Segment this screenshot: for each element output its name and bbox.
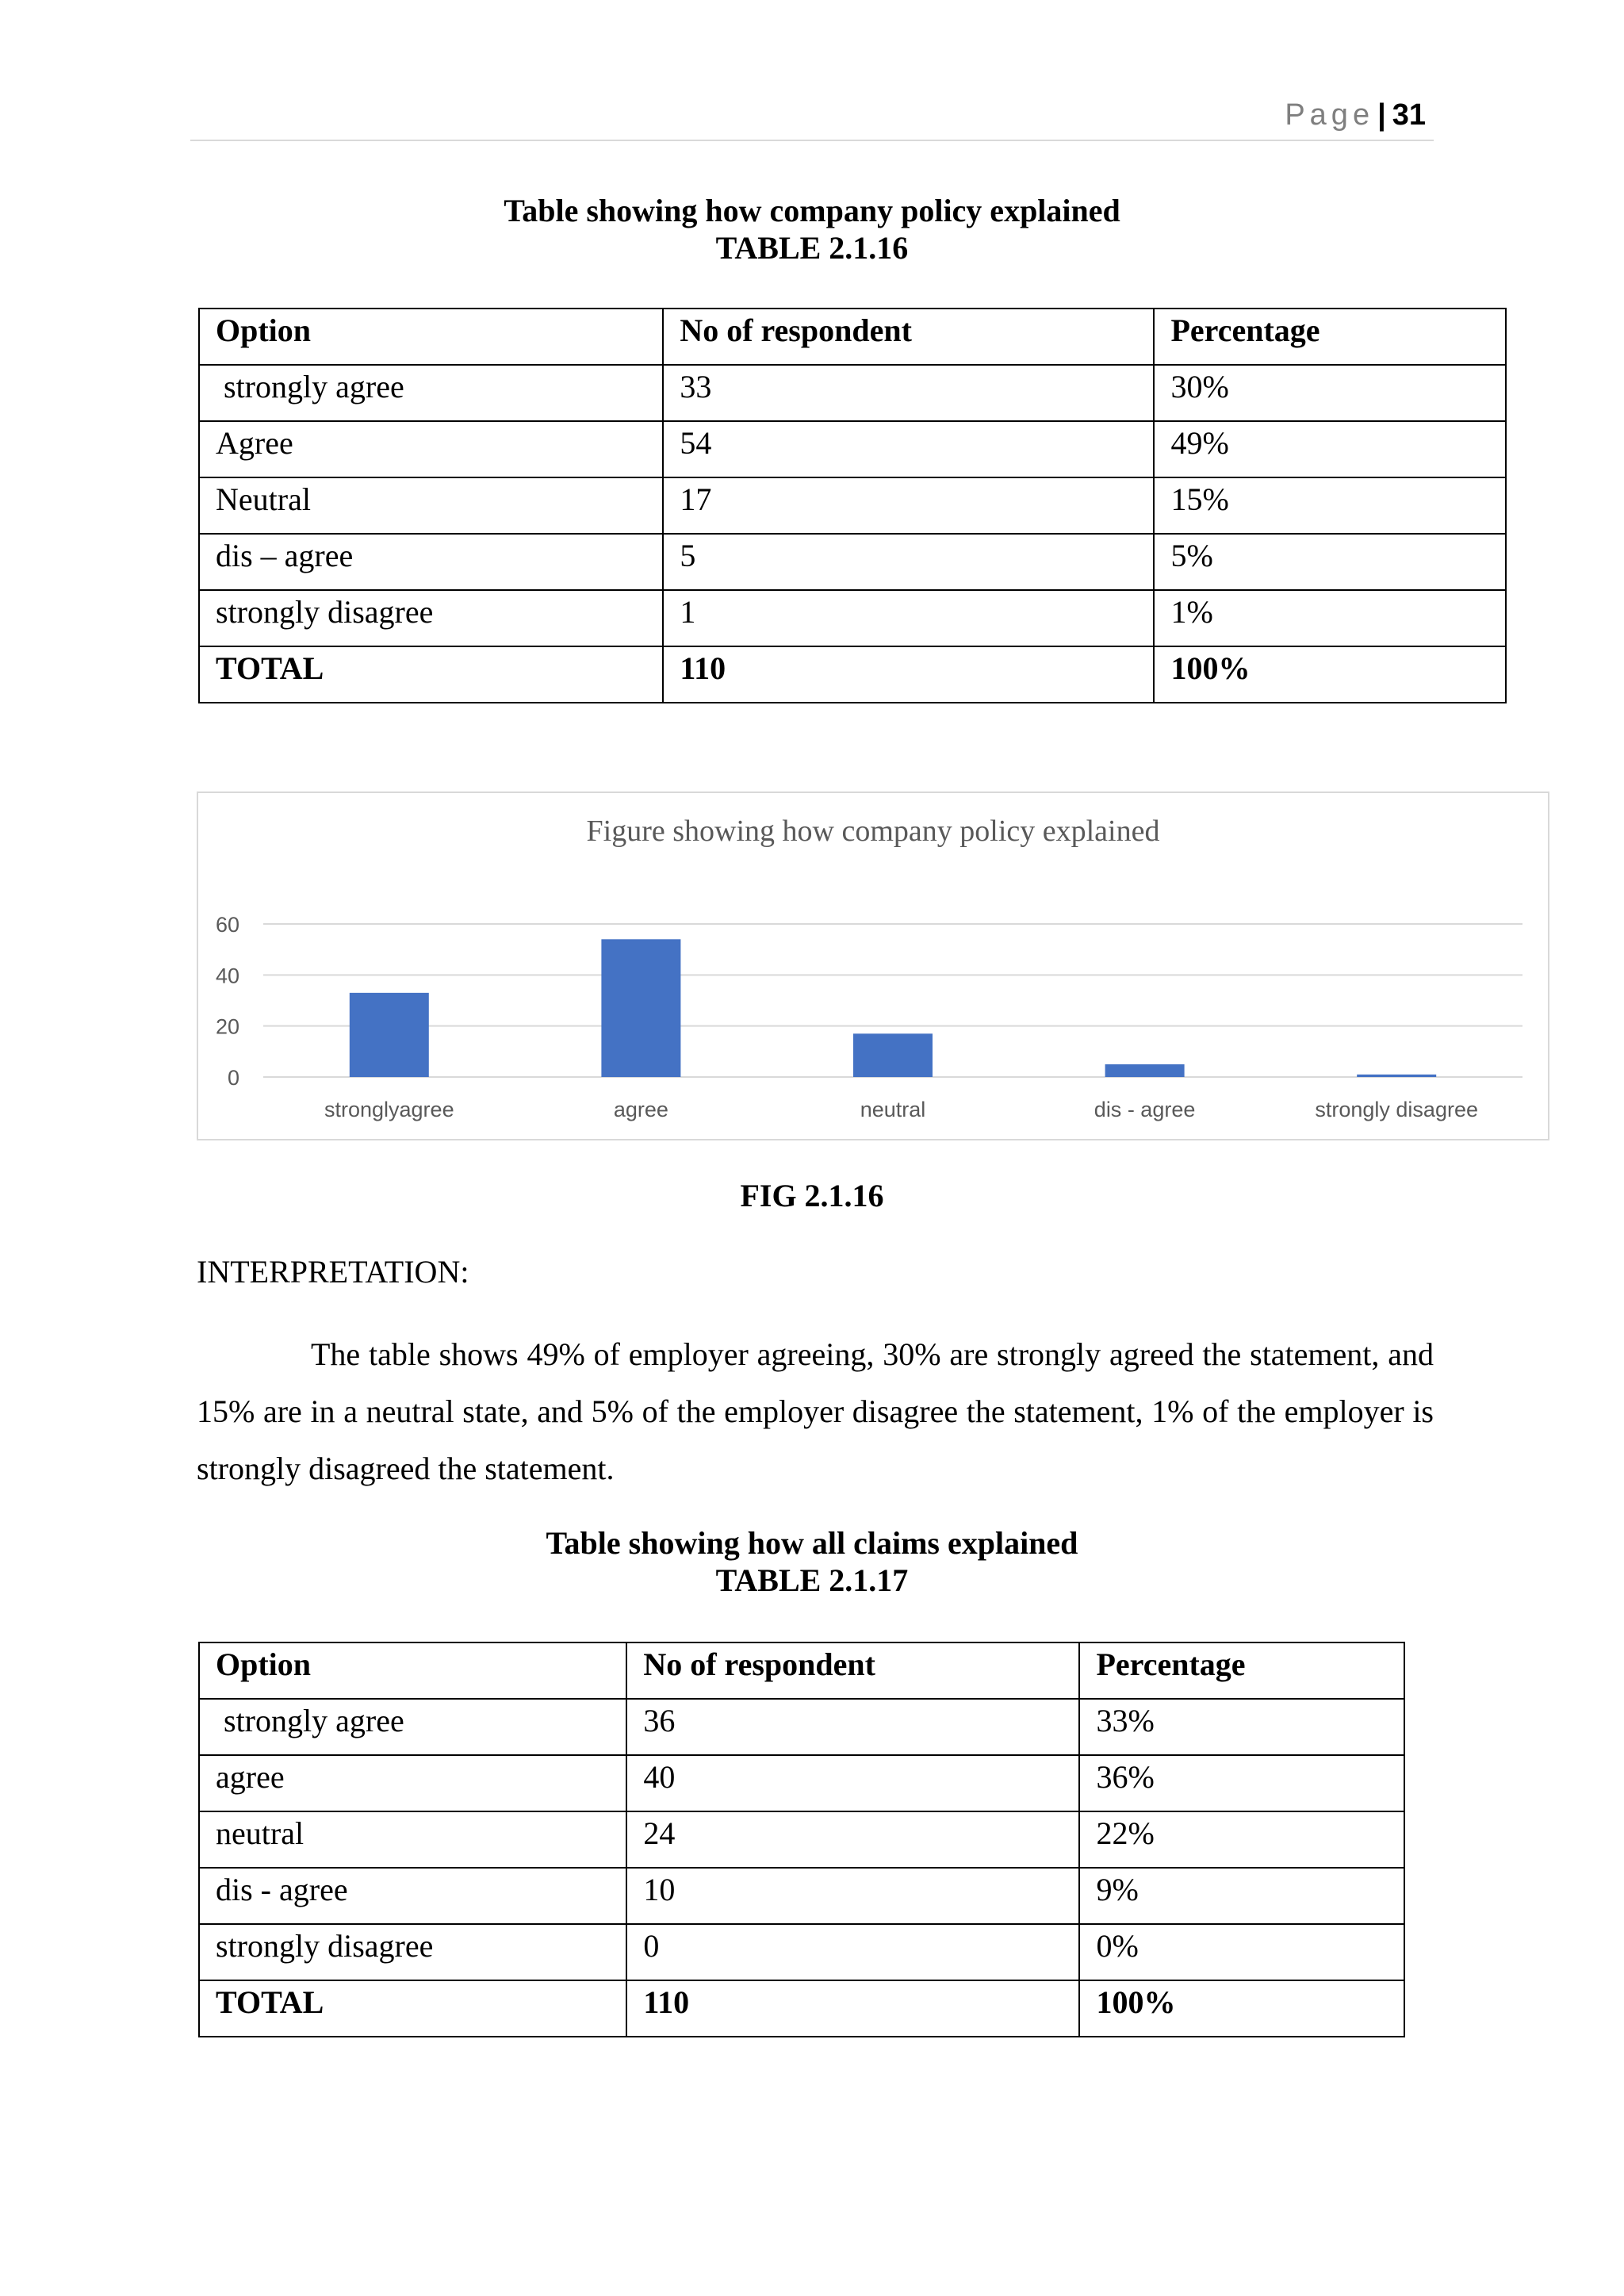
page-header (190, 94, 1434, 141)
table-cell: 0 (626, 1924, 1079, 1980)
table-cell: strongly agree (199, 365, 663, 421)
table-row (199, 534, 1506, 590)
table2-caption-number: TABLE 2.1.17 (715, 1562, 909, 1598)
header-cell: No of respondent (663, 309, 1154, 365)
table-cell: 54 (663, 421, 1154, 477)
header-cell: Percentage (1079, 1642, 1404, 1699)
table-cell: 17 (663, 477, 1154, 534)
table-cell: strongly disagree (199, 1924, 626, 1980)
page-separator: | (1377, 98, 1386, 132)
header-cell: Percentage (1154, 309, 1506, 365)
table-cell: neutral (199, 1811, 626, 1868)
table-row (199, 421, 1506, 477)
interpretation-body: The table shows 49% of employer agreeing, 30% are strongly agreed the statement, and 15% are in a neutral state, and 5% of the employer disagree the statement, 1% of the employer is strongly disagreed the statement. (197, 1336, 1434, 1486)
page-word: Page (1285, 98, 1375, 132)
y-tick-label: 0 (227, 1066, 239, 1090)
y-tick-label: 60 (215, 913, 239, 937)
table2-caption (190, 1524, 1434, 1599)
total-cell: 110 (626, 1980, 1079, 2037)
bar-chart-canvas (198, 793, 1548, 1139)
table-cell: 15% (1154, 477, 1506, 534)
table-cell: 33% (1079, 1699, 1404, 1755)
page-number-value: 31 (1392, 98, 1426, 132)
table-cell: 30% (1154, 365, 1506, 421)
table-cell: strongly disagree (199, 590, 663, 646)
table-cell: 5 (663, 534, 1154, 590)
table-cell: Neutral (199, 477, 663, 534)
x-tick-label: neutral (860, 1098, 926, 1121)
table-row (199, 1811, 1404, 1868)
x-tick-label: agree (613, 1098, 668, 1121)
bar (350, 993, 429, 1077)
total-cell: TOTAL (199, 646, 663, 703)
table-cell: 24 (626, 1811, 1079, 1868)
table-cell: 5% (1154, 534, 1506, 590)
header-cell: Option (199, 1642, 626, 1699)
table-cell: 33 (663, 365, 1154, 421)
table-cell: Agree (199, 421, 663, 477)
table-total-row (199, 646, 1506, 703)
total-cell: TOTAL (199, 1980, 626, 2037)
table-cell: 0% (1079, 1924, 1404, 1980)
table-cell: dis – agree (199, 534, 663, 590)
table-cell: 1% (1154, 590, 1506, 646)
table-row (199, 1699, 1404, 1755)
x-tick-label: strongly disagree (1315, 1098, 1479, 1121)
table2 (198, 1642, 1405, 2037)
bar (1357, 1075, 1436, 1077)
total-cell: 100% (1154, 646, 1506, 703)
bar (601, 939, 680, 1077)
bar-chart (197, 792, 1549, 1140)
table-header-row (199, 309, 1506, 365)
figure-caption: FIG 2.1.16 (740, 1178, 884, 1213)
table-total-row (199, 1980, 1404, 2037)
table1 (198, 308, 1507, 703)
table-cell: 36% (1079, 1755, 1404, 1811)
chart-title: Figure showing how company policy explained (586, 815, 1160, 848)
table-cell: agree (199, 1755, 626, 1811)
table-cell: strongly agree (199, 1699, 626, 1755)
header-cell: Option (199, 309, 663, 365)
table2-caption-title: Table showing how all claims explained (546, 1525, 1078, 1561)
table-cell: 10 (626, 1868, 1079, 1924)
table-cell: 40 (626, 1755, 1079, 1811)
bar (1105, 1064, 1185, 1077)
bar (853, 1033, 933, 1077)
x-tick-label: dis - agree (1094, 1098, 1196, 1121)
table-cell: 1 (663, 590, 1154, 646)
total-cell: 100% (1079, 1980, 1404, 2037)
interpretation-heading: INTERPRETATION: (197, 1254, 469, 1290)
page-number (1285, 98, 1426, 132)
table-header-row (199, 1642, 1404, 1699)
table-cell: dis - agree (199, 1868, 626, 1924)
header-cell: No of respondent (626, 1642, 1079, 1699)
table-row (199, 1868, 1404, 1924)
table-cell: 9% (1079, 1868, 1404, 1924)
table-cell: 36 (626, 1699, 1079, 1755)
table-row (199, 1755, 1404, 1811)
table-row (199, 365, 1506, 421)
table-cell: 22% (1079, 1811, 1404, 1868)
table1-caption (190, 192, 1434, 266)
y-tick-label: 20 (215, 1014, 239, 1039)
table-cell: 49% (1154, 421, 1506, 477)
total-cell: 110 (663, 646, 1154, 703)
y-tick-label: 40 (215, 964, 239, 988)
table-row (199, 1924, 1404, 1980)
table1-caption-number: TABLE 2.1.16 (715, 230, 909, 266)
x-tick-label: stronglyagree (324, 1098, 454, 1121)
table1-caption-title: Table showing how company policy explained (504, 193, 1120, 228)
table-row (199, 590, 1506, 646)
table-row (199, 477, 1506, 534)
